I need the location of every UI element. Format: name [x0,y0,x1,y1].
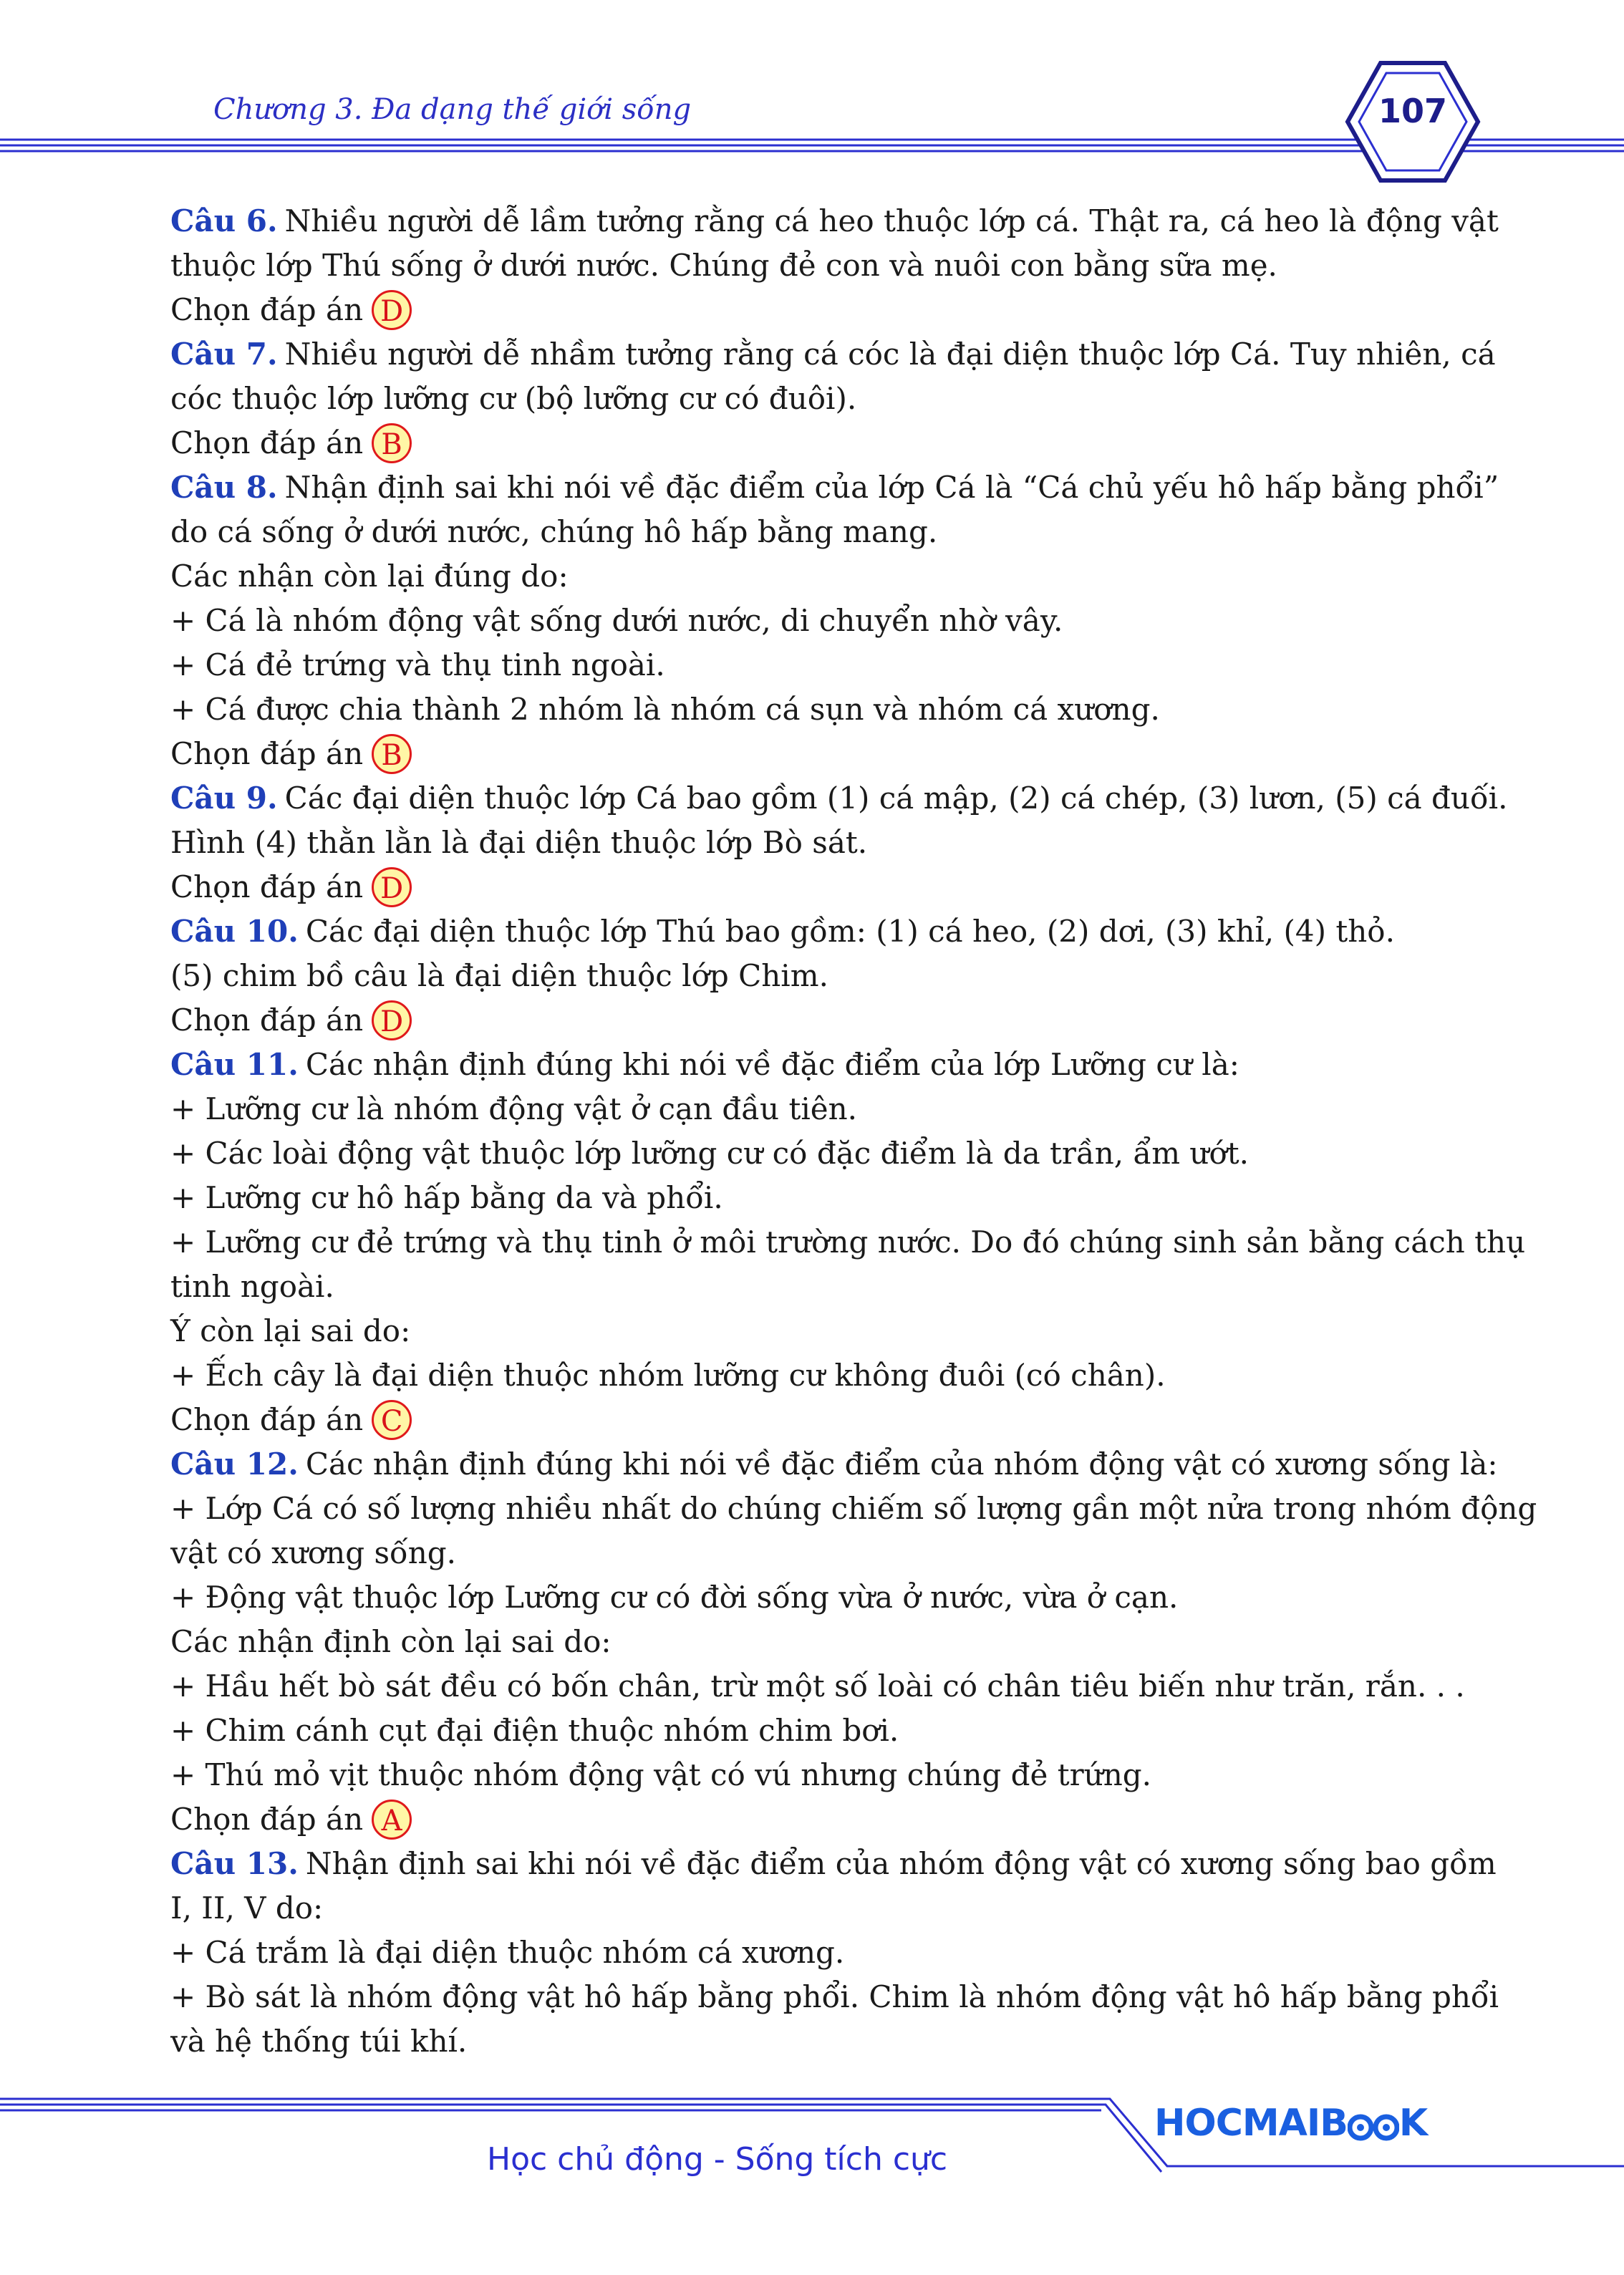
text-line [170,1620,1439,1664]
text-line [170,599,1439,643]
text-line [170,1886,1439,1931]
line-text: Ý còn lại sai do: [170,1313,411,1348]
line-text: vật có xương sống. [170,1535,456,1570]
question-line [170,199,1499,243]
page-number: 107 [1378,92,1448,130]
text-line [170,954,1439,998]
text-line [170,1176,1439,1220]
text-line [170,510,1439,554]
question-number: Câu 6. [170,203,278,238]
logo-text-left: HOCMAIB [1154,2102,1348,2145]
line-text: + Ếch cây là đại diện thuộc nhóm lưỡng cư không đuôi (có chân). [170,1358,1166,1393]
line-text: Chọn đáp án [170,1402,364,1437]
line-text: (5) chim bồ câu là đại diện thuộc lớp Chim. [170,958,828,993]
question-number: Câu 9. [170,781,278,816]
text-line [170,643,1439,687]
answer-choice-circle: D [372,1000,412,1040]
answer-choice-circle: D [372,290,412,330]
line-text: tinh ngoài. [170,1269,334,1304]
question-line [170,332,1496,377]
text-line [170,1220,1526,1265]
text-line [170,1487,1537,1531]
line-text: + Bò sát là nhóm động vật hô hấp bằng phổi. Chim là nhóm động vật hô hấp bằng phổi [170,1979,1499,2014]
text-line [170,1575,1439,1620]
line-text: do cá sống ở dưới nước, chúng hô hấp bằng mang. [170,514,938,549]
line-text: cóc thuộc lớp lưỡng cư (bộ lưỡng cư có đuôi). [170,381,857,416]
line-text: Chọn đáp án [170,1802,364,1837]
line-text: và hệ thống túi khí. [170,2024,468,2059]
line-text: + Lưỡng cư đẻ trứng và thụ tinh ở môi trường nước. Do đó chúng sinh sản bằng cách thụ [170,1225,1526,1260]
line-text: Các nhận định đúng khi nói về đặc điểm của nhóm động vật có xương sống là: [305,1446,1498,1482]
answer-choice-circle: B [372,734,412,774]
question-line [170,776,1508,821]
text-line [170,1353,1439,1398]
line-text: Chọn đáp án [170,869,364,904]
answer-choice-circle: D [372,867,412,907]
answer-choice-circle: C [372,1400,412,1440]
question-line [170,1842,1497,1886]
line-text: + Cá là nhóm động vật sống dưới nước, di chuyển nhờ vây. [170,603,1063,638]
line-text: Chọn đáp án [170,736,364,771]
chapter-title: Chương 3. Đa dạng thế giới sống [213,93,692,126]
line-text: + Chim cánh cụt đại điện thuộc nhóm chim bơi. [170,1713,899,1748]
line-text: Các nhận còn lại đúng do: [170,559,569,594]
line-text: + Lưỡng cư là nhóm động vật ở cạn đầu tiên. [170,1091,858,1126]
line-text: + Các loài động vật thuộc lớp lưỡng cư có đặc điểm là da trần, ẩm ướt. [170,1136,1249,1171]
line-text: Các nhận định còn lại sai do: [170,1624,612,1659]
line-text: Các đại diện thuộc lớp Thú bao gồm: (1) cá heo, (2) dơi, (3) khỉ, (4) thỏ. [305,914,1395,949]
question-line [170,1043,1439,1087]
text-line [170,1131,1439,1176]
text-line [170,1664,1465,1709]
line-text: thuộc lớp Thú sống ở dưới nước. Chúng đẻ con và nuôi con bằng sữa mẹ. [170,248,1277,283]
text-line [170,821,1439,865]
answer-line [170,421,1439,465]
text-line [170,1087,1439,1131]
line-text: I, II, V do: [170,1890,324,1926]
text-line [170,243,1439,288]
text-line [170,687,1439,732]
line-text: Chọn đáp án [170,425,364,460]
answer-line [170,288,1439,332]
question-line [170,909,1439,954]
owl-eyes-icon [1348,2108,1399,2137]
answer-line [170,732,1439,776]
line-text: + Cá trắm là đại diện thuộc nhóm cá xương. [170,1935,845,1970]
text-line [170,1265,1439,1309]
line-text: + Hầu hết bò sát đều có bốn chân, trừ một số loài có chân tiêu biến như trăn, rắn. . . [170,1668,1465,1704]
text-line [170,1975,1499,2019]
line-text: + Lớp Cá có số lượng nhiều nhất do chúng chiếm số lượng gần một nửa trong nhóm động [170,1491,1537,1526]
line-text: Hình (4) thằn lằn là đại diện thuộc lớp Bò sát. [170,825,868,860]
text-line [170,1531,1439,1575]
text-line [170,2019,1439,2064]
answer-choice-circle: A [372,1800,412,1840]
text-line [170,377,1439,421]
line-text: Các đại diện thuộc lớp Cá bao gồm (1) cá mập, (2) cá chép, (3) lươn, (5) cá đuối. [284,781,1508,816]
line-text: Chọn đáp án [170,292,364,327]
text-line [170,1309,1439,1353]
question-number: Câu 13. [170,1846,299,1881]
line-text: Các nhận định đúng khi nói về đặc điểm của lớp Lưỡng cư là: [305,1047,1239,1082]
hocmaibook-logo [1154,2102,1427,2145]
answer-line [170,1398,1439,1442]
text-line [170,1931,1439,1975]
question-line [170,1442,1498,1487]
logo-text-right: K [1398,2102,1428,2145]
line-text: + Thú mỏ vịt thuộc nhóm động vật có vú nhưng chúng đẻ trứng. [170,1757,1152,1792]
answer-choice-circle: B [372,423,412,463]
question-line [170,465,1499,510]
line-text: Nhiều người dễ nhầm tưởng rằng cá cóc là đại diện thuộc lớp Cá. Tuy nhiên, cá [284,337,1496,372]
question-number: Câu 7. [170,337,278,372]
line-text: + Cá được chia thành 2 nhóm là nhóm cá sụn và nhóm cá xương. [170,692,1160,727]
line-text: + Lưỡng cư hô hấp bằng da và phổi. [170,1180,723,1215]
footer-slogan: Học chủ động - Sống tích cực [487,2141,948,2178]
answer-line [170,865,1439,909]
question-number: Câu 10. [170,914,299,949]
question-number: Câu 11. [170,1047,299,1082]
question-number: Câu 8. [170,470,278,505]
line-text: Nhận định sai khi nói về đặc điểm của lớp Cá là “Cá chủ yếu hô hấp bằng phổi” [284,470,1499,505]
line-text: Nhiều người dễ lầm tưởng rằng cá heo thuộc lớp cá. Thật ra, cá heo là động vật [284,203,1499,238]
answer-line [170,1797,1439,1842]
answer-explanations [170,199,1537,2064]
text-line [170,554,1439,599]
question-number: Câu 12. [170,1446,299,1482]
answer-line [170,998,1439,1043]
line-text: + Động vật thuộc lớp Lưỡng cư có đời sống vừa ở nước, vừa ở cạn. [170,1580,1179,1615]
text-line [170,1709,1439,1753]
line-text: Chọn đáp án [170,1003,364,1038]
line-text: Nhận định sai khi nói về đặc điểm của nhóm động vật có xương sống bao gồm [305,1846,1497,1881]
text-line [170,1753,1439,1797]
line-text: + Cá đẻ trứng và thụ tinh ngoài. [170,647,665,682]
